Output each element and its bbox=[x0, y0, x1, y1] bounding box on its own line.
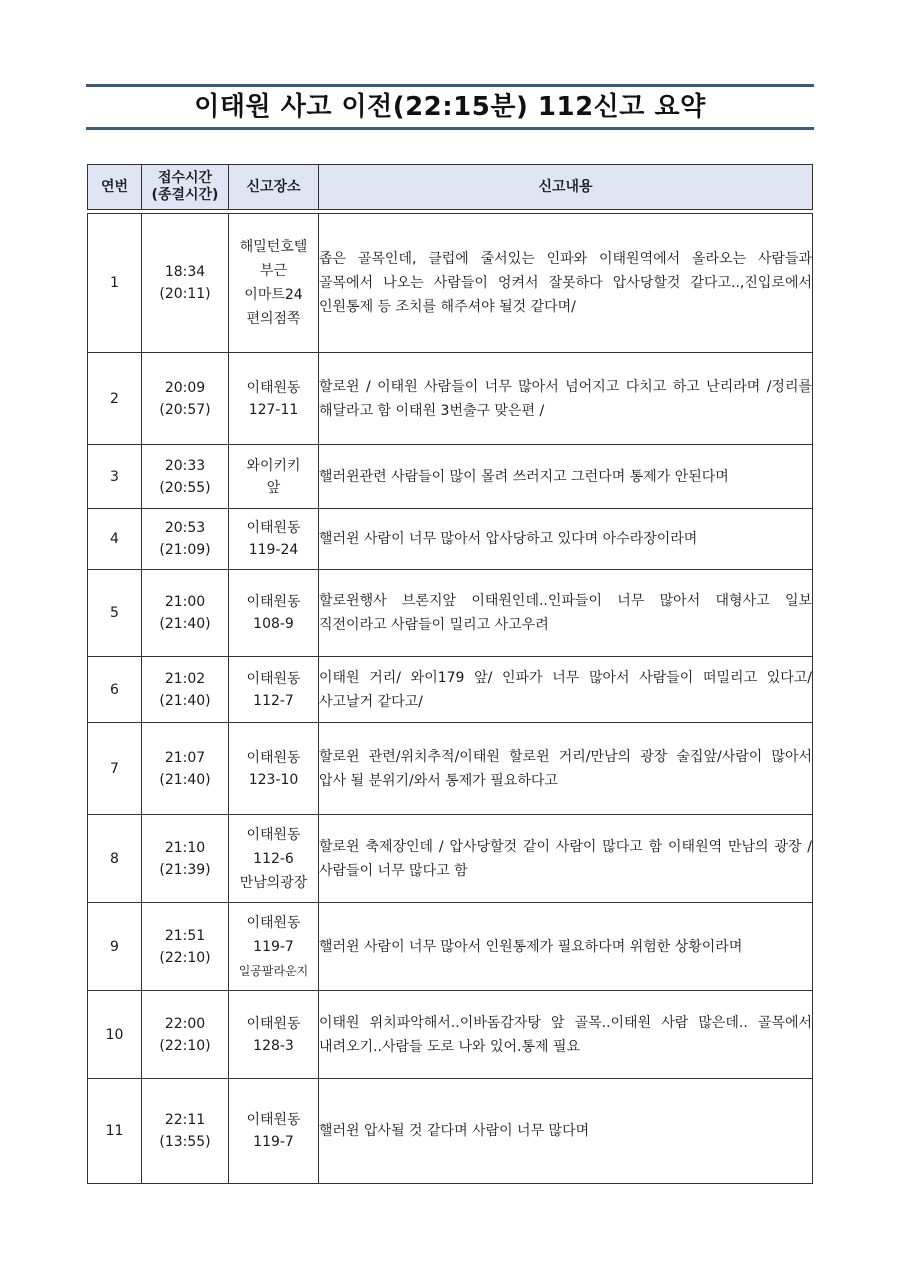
row-content: 핼러윈관련 사람들이 많이 몰려 쓰러지고 그런다며 통제가 안된다며 bbox=[319, 445, 813, 509]
report-table bbox=[87, 164, 813, 1184]
row-place bbox=[229, 815, 319, 903]
place-line: 이태원동 bbox=[246, 826, 301, 843]
place-line: 일공팔라운지 bbox=[238, 963, 309, 978]
row-place bbox=[229, 353, 319, 445]
row-time bbox=[142, 353, 229, 445]
received-time: 21:51 bbox=[164, 927, 206, 944]
place-line: 이태원동 bbox=[246, 1112, 301, 1128]
header-time-received: 접수시간 bbox=[157, 170, 213, 186]
row-no: 6 bbox=[88, 657, 142, 723]
row-place bbox=[229, 1079, 319, 1184]
row-place bbox=[229, 723, 319, 815]
header-place: 신고장소 bbox=[229, 165, 319, 210]
table-row bbox=[88, 214, 813, 353]
table-row bbox=[88, 815, 813, 903]
place-line: 112-7 bbox=[253, 692, 294, 709]
place-line: 127-11 bbox=[248, 401, 299, 418]
row-no: 9 bbox=[88, 903, 142, 991]
row-no: 4 bbox=[88, 509, 142, 570]
place-line: 이태원동 bbox=[246, 379, 301, 396]
closed-time: (22:10) bbox=[159, 1037, 211, 1054]
row-time bbox=[142, 723, 229, 815]
place-line: 부근 bbox=[259, 263, 288, 279]
title-rule-top bbox=[86, 84, 814, 87]
closed-time: (20:57) bbox=[159, 401, 211, 418]
row-content: 이태원 위치파악해서..이바돔감자탕 앞 골목..이태원 사람 많은데.. 골목에서 내려오기..사람들 도로 나와 있어.통제 필요 bbox=[319, 991, 813, 1079]
closed-time: (21:39) bbox=[159, 861, 211, 878]
row-time bbox=[142, 815, 229, 903]
row-time bbox=[142, 991, 229, 1079]
row-time bbox=[142, 1079, 229, 1184]
place-line: 이태원동 bbox=[246, 1015, 301, 1032]
row-content: 할로윈 축제장인데 / 압사당할것 같이 사람이 많다고 함 이태원역 만남의 광장 / 사람들이 너무 많다고 함 bbox=[319, 815, 813, 903]
table-row bbox=[88, 353, 813, 445]
closed-time: (21:40) bbox=[159, 692, 211, 709]
place-line: 만남의광장 bbox=[239, 874, 308, 891]
row-place bbox=[229, 903, 319, 991]
table-row bbox=[88, 723, 813, 815]
closed-time: (21:40) bbox=[159, 771, 211, 788]
row-no: 5 bbox=[88, 570, 142, 657]
row-place bbox=[229, 570, 319, 657]
page-title: 이태원 사고 이전(22:15분) 112신고 요약 bbox=[194, 92, 706, 122]
row-time bbox=[142, 657, 229, 723]
closed-time: (13:55) bbox=[159, 1134, 211, 1150]
received-time: 22:11 bbox=[164, 1112, 206, 1128]
received-time: 22:00 bbox=[164, 1015, 206, 1032]
table-row bbox=[88, 903, 813, 991]
closed-time: (22:10) bbox=[159, 949, 211, 966]
row-time bbox=[142, 445, 229, 509]
row-no: 10 bbox=[88, 991, 142, 1079]
place-line: 123-10 bbox=[248, 771, 299, 788]
place-line: 119-24 bbox=[248, 542, 299, 558]
received-time: 21:00 bbox=[164, 594, 206, 610]
closed-time: (21:09) bbox=[159, 542, 211, 558]
row-no: 2 bbox=[88, 353, 142, 445]
row-content: 핼러윈 사람이 너무 많아서 인원통제가 필요하다며 위험한 상황이라며 bbox=[319, 903, 813, 991]
place-line: 128-3 bbox=[253, 1037, 294, 1054]
place-line: 108-9 bbox=[253, 616, 294, 632]
table-row bbox=[88, 445, 813, 509]
row-time bbox=[142, 570, 229, 657]
place-line: 이태원동 bbox=[246, 670, 301, 687]
place-line: 와이키키 bbox=[246, 457, 301, 474]
row-place bbox=[229, 657, 319, 723]
table-row bbox=[88, 509, 813, 570]
row-place bbox=[229, 445, 319, 509]
table-row bbox=[88, 1079, 813, 1184]
row-no: 7 bbox=[88, 723, 142, 815]
place-line: 해밀턴호텔 bbox=[239, 239, 308, 255]
row-time bbox=[142, 509, 229, 570]
received-time: 20:33 bbox=[164, 457, 206, 474]
row-content: 핼러윈 사람이 너무 많아서 압사당하고 있다며 아수라장이라며 bbox=[319, 509, 813, 570]
row-place bbox=[229, 214, 319, 353]
place-line: 이태원동 bbox=[246, 914, 301, 931]
row-time bbox=[142, 214, 229, 353]
row-content: 이태원 거리/ 와이179 앞/ 인파가 너무 많아서 사람들이 떠밀리고 있다고/ 사고날거 같다고/ bbox=[319, 657, 813, 723]
received-time: 21:07 bbox=[164, 749, 206, 766]
row-content: 할로윈 관련/위치추적/이태원 할로윈 거리/만남의 광장 술집앞/사람이 많아서 압사 될 분위기/와서 통제가 필요하다고 bbox=[319, 723, 813, 815]
place-line: 이마트24 bbox=[244, 287, 303, 303]
place-line: 앞 bbox=[266, 479, 281, 496]
row-content: 할로윈행사 브론지앞 이태원인데..인파들이 너무 많아서 대형사고 일보 직전이라고 사람들이 밀리고 사고우려 bbox=[319, 570, 813, 657]
row-content: 핼러윈 압사될 것 같다며 사람이 너무 많다며 bbox=[319, 1079, 813, 1184]
received-time: 20:09 bbox=[164, 379, 206, 396]
closed-time: (20:55) bbox=[159, 479, 211, 496]
row-no: 1 bbox=[88, 214, 142, 353]
place-line: 112-6 bbox=[253, 850, 294, 867]
row-content: 좁은 골목인데, 클럽에 줄서있는 인파와 이태원역에서 올라오는 사람들과 골목에서 나오는 사람들이 엉켜서 잘못하다 압사당할것 같다고..,진입로에서 인원통제 등 조치를 해주셔야 될것 같다며/ bbox=[319, 214, 813, 353]
row-place bbox=[229, 991, 319, 1079]
row-place bbox=[229, 509, 319, 570]
header-row bbox=[88, 165, 813, 210]
place-line: 이태원동 bbox=[246, 520, 301, 536]
place-line: 편의점쪽 bbox=[246, 311, 301, 327]
received-time: 21:10 bbox=[164, 839, 206, 856]
received-time: 21:02 bbox=[164, 670, 206, 687]
row-no: 8 bbox=[88, 815, 142, 903]
place-line: 119-7 bbox=[253, 938, 294, 955]
place-line: 이태원동 bbox=[246, 749, 301, 766]
row-content: 할로윈 / 이태원 사람들이 너무 많아서 넘어지고 다치고 하고 난리라며 /정리를 해달라고 함 이태원 3번출구 맞은편 / bbox=[319, 353, 813, 445]
received-time: 20:53 bbox=[164, 520, 206, 536]
closed-time: (21:40) bbox=[159, 616, 211, 632]
table-row bbox=[88, 570, 813, 657]
closed-time: (20:11) bbox=[159, 286, 211, 302]
row-time bbox=[142, 903, 229, 991]
header-time bbox=[142, 165, 229, 210]
title-rule-bottom bbox=[86, 127, 814, 130]
place-line: 이태원동 bbox=[246, 594, 301, 610]
received-time: 18:34 bbox=[164, 264, 206, 280]
header-no: 연번 bbox=[88, 165, 142, 210]
table-row bbox=[88, 991, 813, 1079]
place-line: 119-7 bbox=[253, 1134, 294, 1150]
header-content: 신고내용 bbox=[319, 165, 813, 210]
header-time-closed: (종결시간) bbox=[151, 187, 219, 203]
row-no: 11 bbox=[88, 1079, 142, 1184]
title-block bbox=[86, 84, 814, 134]
table-row bbox=[88, 657, 813, 723]
row-no: 3 bbox=[88, 445, 142, 509]
